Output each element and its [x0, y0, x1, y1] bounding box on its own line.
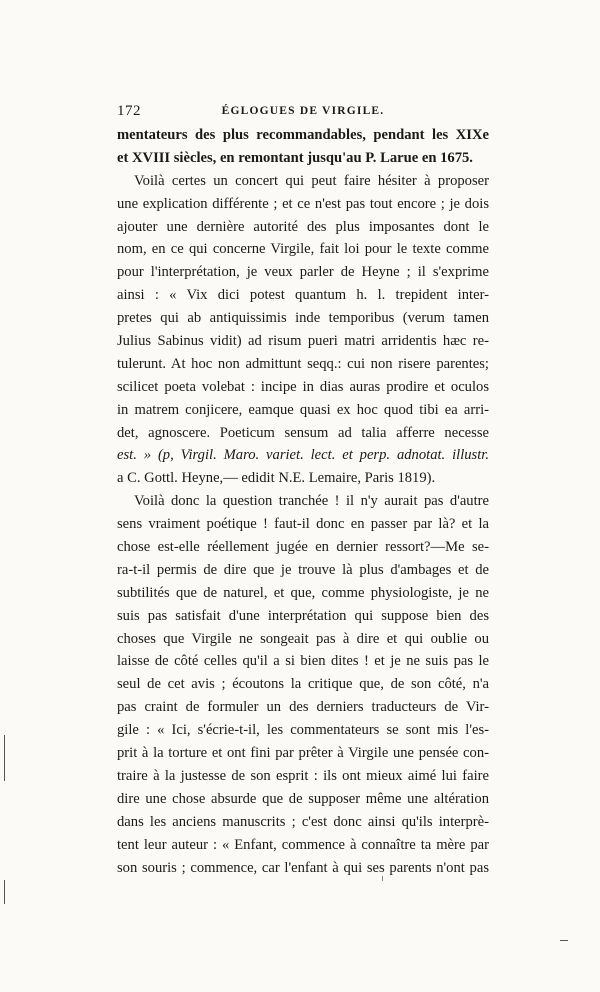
scan-speck	[560, 940, 568, 941]
text-line: choses que Virgile ne songeait pas à dire et qui oublie ou	[117, 630, 489, 647]
page-header	[117, 103, 489, 121]
text-line: laisse de côté celles qu'il a si bien dites ! et je ne suis pas le	[117, 653, 489, 670]
text-line: pretes qui ab antiquissimis inde temporibus (verum tamen	[117, 310, 489, 327]
text-line: in matrem conjicere, eamque quasi ex hoc quod tibi ea arri-	[117, 401, 489, 418]
text-line: Voilà donc la question tranchée ! il n'y aurait pas d'autre	[134, 493, 489, 510]
text-line: Voilà certes un concert qui peut faire hésiter à proposer	[134, 172, 489, 189]
text-line: dans les anciens manuscrits ; c'est donc ainsi qu'ils interprè-	[117, 813, 489, 830]
text-line: pour l'interprétation, je veux parler de Heyne ; il s'exprime	[117, 264, 489, 281]
text-line: sens vraiment poétique ! faut-il donc en passer par là? et la	[117, 516, 489, 533]
text-line: tulerunt. At hoc non admittunt seqq.: cui non risere parentes;	[117, 355, 489, 372]
text-line: nom, en ce qui concerne Virgile, fait loi pour le texte comme	[117, 241, 489, 258]
text-line: pas craint de formuler un des derniers traducteurs de Vir-	[117, 699, 489, 716]
text-line: subtilités que de naturel, et que, comme physiologiste, je ne	[117, 584, 489, 601]
running-title: ÉGLOGUES DE VIRGILE.	[221, 105, 385, 117]
text-line: une explication différente ; et ce n'est pas tout encore ; je dois	[117, 195, 489, 212]
text-line: et XVIII siècles, en remontant jusqu'au P. Larue en 1675.	[117, 149, 473, 166]
text-line: tent leur auteur : « Enfant, commence à connaître ta mère par	[117, 836, 489, 853]
text-line: chose est-elle réellement jugée en dernier ressort?—Me se-	[117, 539, 489, 556]
text-line: det, agnoscere. Poeticum sensum ad talia afferre necesse	[117, 424, 489, 441]
text-line: a C. Gottl. Heyne,— edidit N.E. Lemaire, Paris 1819).	[117, 470, 436, 487]
text-line: mentateurs des plus recommandables, pendant les XIXe	[117, 127, 489, 143]
text-line: ainsi : « Vix dici potest quantum h. l. trepident inter-	[117, 287, 489, 304]
text-line: gile : « Ici, s'écrie-t-il, les commentateurs se sont mis l'es-	[117, 722, 489, 739]
left-margin-mark	[4, 880, 5, 904]
text-line: scilicet poeta volebat : incipe in dias auras prodire et oculos	[117, 378, 489, 395]
text-line: Julius Sabinus vidit) ad risum pueri matri arridentis hæc re-	[117, 333, 489, 350]
text-line: seul de cet avis ; écoutons la critique que, de son côté, n'a	[117, 676, 489, 693]
text-line: ajouter une dernière autorité des plus imposantes dont le	[117, 218, 489, 235]
text-line: traire à la justesse de son esprit : ils ont mieux aimé lui faire	[117, 767, 489, 784]
text-line: prit à la torture et ont fini par prêter à Virgile une pensée con-	[117, 745, 489, 762]
scan-speck	[382, 876, 383, 881]
page-number: 172	[117, 103, 141, 119]
left-margin-mark	[4, 735, 5, 781]
text-line: dire une chose absurde que de supposer même une altération	[117, 790, 489, 807]
text-line: son souris ; commence, car l'enfant à qui ses parents n'ont pas	[117, 859, 489, 876]
body-text	[117, 124, 489, 879]
text-line: ra-t-il permis de dire que je trouve là plus d'ambages et de	[117, 561, 489, 578]
text-line: est. » (p, Virgil. Maro. variet. lect. et perp. adnotat. illustr.	[117, 447, 489, 464]
text-line: suis pas satisfait d'une interprétation qui suppose bien des	[117, 607, 489, 624]
